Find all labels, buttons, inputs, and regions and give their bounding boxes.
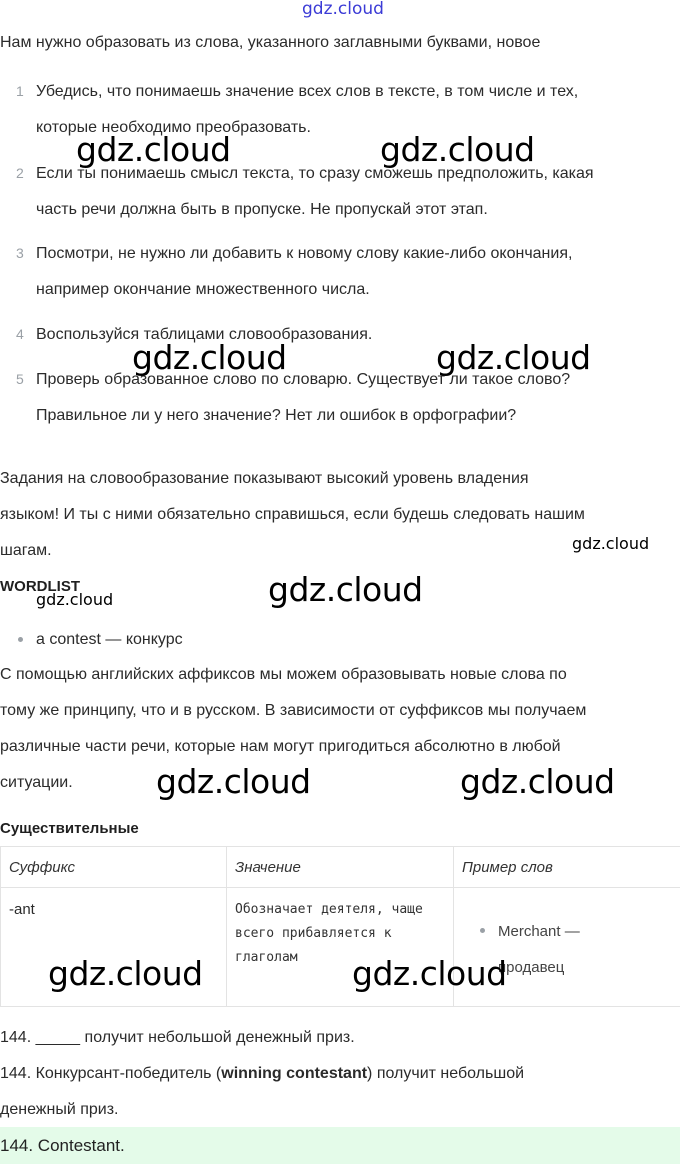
exercise-task: 144. _____ получит небольшой денежный приз. (0, 1029, 355, 1046)
watermark: gdz.cloud (48, 954, 203, 993)
watermark: gdz.cloud (352, 954, 507, 993)
step-text: Воспользуйся таблицами словообразования. (36, 326, 373, 343)
translation-text: 144. Конкурсант-победитель ( (0, 1065, 222, 1082)
bullet-icon (18, 637, 23, 642)
watermark: gdz.cloud (76, 130, 231, 169)
paragraph-line: различные части речи, которые нам могут пригодиться абсолютно в любой (0, 738, 561, 755)
paragraph-line: ситуации. (0, 774, 73, 791)
watermark: gdz.cloud (436, 338, 591, 377)
watermark: gdz.cloud (132, 338, 287, 377)
paragraph-line: Задания на словообразование показывают высокий уровень владения (0, 470, 529, 487)
step-text: часть речи должна быть в пропуске. Не пропускай этот этап. (36, 201, 488, 218)
watermark: gdz.cloud (156, 762, 311, 801)
paragraph-line: С помощью английских аффиксов мы можем образовывать новые слова по (0, 666, 567, 683)
column-header: Пример слов (454, 847, 680, 888)
suffix-text: -ant (9, 901, 35, 918)
watermark: gdz.cloud (572, 534, 650, 553)
column-header: Значение (227, 847, 454, 888)
step-text: которые необходимо преобразовать. (36, 119, 311, 136)
column-header: Суффикс (1, 847, 227, 888)
step-text: Убедись, что понимаешь значение всех слов в тексте, в том числе и тех, (36, 83, 579, 100)
step-text: Посмотри, не нужно ли добавить к новому слову какие-либо окончания, (36, 245, 573, 262)
meaning-line: Обозначает деятеля, чаще (235, 902, 423, 917)
wordlist-heading: WORDLIST (0, 578, 80, 595)
step-number: 1 (16, 83, 24, 99)
step-text: например окончание множественного числа. (36, 281, 370, 298)
translation-bold: winning contestant (221, 1065, 368, 1082)
step-number: 3 (16, 245, 24, 261)
wordlist-item-text: a contest — конкурс (36, 631, 183, 648)
step-text: Проверь образованное слово по словарю. Существует ли такое слово? (36, 371, 571, 388)
watermark: gdz.cloud (36, 590, 114, 609)
nouns-heading: Существительные (0, 820, 139, 837)
watermark: gdz.cloud (460, 762, 615, 801)
paragraph-line: шагам. (0, 542, 52, 559)
paragraph-line: тому же принципу, что и в русском. В зависимости от суффиксов мы получаем (0, 702, 587, 719)
step-text: Если ты понимаешь смысл текста, то сразу сможешь предположить, какая (36, 165, 594, 182)
answer-box (0, 1127, 680, 1164)
example-line: Merchant — (498, 923, 580, 940)
watermark-top: gdz.cloud (302, 0, 384, 19)
exercise-translation-line2: денежный приз. (0, 1101, 119, 1118)
step-number: 4 (16, 326, 24, 342)
step-number: 5 (16, 371, 24, 387)
meaning-line: всего прибавляется к (235, 926, 392, 941)
intro-text: Нам нужно образовать из слова, указанного заглавными буквами, новое (0, 34, 541, 51)
table-header-row (1, 847, 680, 888)
watermark: gdz.cloud (268, 570, 423, 609)
watermark: gdz.cloud (380, 130, 535, 169)
exercise-translation (0, 1056, 674, 1092)
example-line: продавец (498, 959, 565, 976)
answer-text: 144. Contestant. (0, 1136, 125, 1155)
translation-text: ) получит небольшой (367, 1065, 525, 1082)
paragraph-line: языком! И ты с ними обязательно справишься, если будешь следовать нашим (0, 506, 585, 523)
bullet-icon (480, 928, 485, 933)
step-number: 2 (16, 165, 24, 181)
step-text: Правильное ли у него значение? Нет ли ошибок в орфографии? (36, 407, 517, 424)
meaning-line: глаголам (235, 950, 298, 965)
